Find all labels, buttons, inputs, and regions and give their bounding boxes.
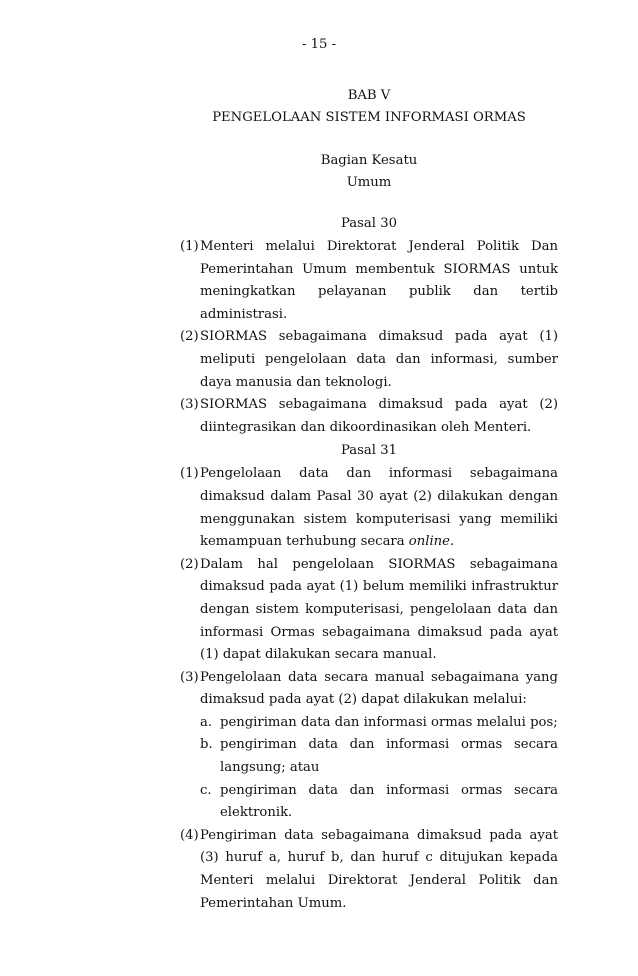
huruf-item-a [200, 712, 558, 735]
ayat-text: Pengelolaan data secara manual sebagaimana yang dimaksud pada ayat (2) dapat dilakukan melalui: [200, 669, 558, 708]
part-heading [180, 150, 558, 194]
ayat-text: SIORMAS sebagaimana dimaksud pada ayat (1) meliputi pengelolaan data dan informasi, sumber daya manusia dan teknologi. [200, 329, 558, 390]
huruf-letter: c. [200, 782, 212, 798]
huruf-letter: b. [200, 737, 213, 753]
pasal-31-ayat-1 [180, 463, 558, 553]
chapter-title: PENGELOLAAN SISTEM INFORMASI ORMAS [212, 110, 526, 125]
pasal-30-title: Pasal 30 [341, 216, 397, 231]
ayat-text-emphasis: online [408, 534, 450, 550]
huruf-item-c [200, 780, 558, 825]
part-label: Bagian Kesatu [320, 153, 418, 168]
chapter-heading [180, 85, 558, 129]
ayat-text: Menteri melalui Direktorat Jenderal Politik Dan Pemerintahan Umum membentuk SIORMAS untuk meningkatkan pelayanan publik dan tertib administrasi. [200, 239, 558, 322]
pasal-31-title: Pasal 31 [341, 443, 397, 459]
ayat-text: SIORMAS sebagaimana dimaksud pada ayat (2) diintegrasikan dan dikoordinasikan oleh Menteri. [200, 397, 558, 435]
huruf-text: pengiriman data dan informasi ormas secara elektronik. [220, 782, 558, 821]
part-title: Umum [346, 175, 392, 190]
ayat-text-main: Pengelolaan data dan informasi sebagaimana dimaksud dalam Pasal 30 ayat (2) dilakukan dengan menggunakan sistem komputerisasi yang memiliki kemampuan terhubung secara [200, 466, 558, 550]
ayat-number: (3) [180, 397, 199, 413]
ayat-text: Dalam hal pengelolaan SIORMAS sebagaimana dimaksud pada ayat (1) belum memiliki infrastruktur dengan sistem komputerisasi, pengelolaan data dan informasi Ormas sebagaimana dimaksud pada ayat (1) dapat dilakukan secara manual. [200, 556, 558, 663]
page-number: - 15 - [301, 37, 337, 52]
pasal-31-ayat-3 [180, 667, 558, 712]
huruf-text: pengiriman data dan informasi ormas secara langsung; atau [220, 737, 558, 776]
pasal-30-ayat-2 [180, 326, 558, 394]
huruf-item-b [200, 734, 558, 779]
ayat-text: Pengiriman data sebagaimana dimaksud pada ayat (3) huruf a, huruf b, dan huruf c ditujukan kepada Menteri melalui Direktorat Jenderal Politik dan Pemerintahan Umum. [200, 827, 558, 911]
ayat-number: (4) [180, 827, 199, 843]
huruf-letter: a. [200, 714, 213, 730]
pasal-30-ayat-1 [180, 236, 558, 326]
ayat-text [200, 463, 558, 553]
chapter-label: BAB V [347, 88, 391, 103]
ayat-number: (1) [180, 466, 199, 482]
ayat-number: (1) [180, 239, 199, 254]
ayat-number: (2) [180, 556, 199, 572]
pasal-31-ayat-4 [180, 825, 558, 915]
ayat-number: (2) [180, 329, 199, 345]
document-body [180, 212, 558, 915]
huruf-text: pengiriman data dan informasi ormas melalui pos; [220, 714, 558, 730]
pasal-30-ayat-3 [180, 394, 558, 439]
pasal-31-ayat-2 [180, 554, 558, 667]
ayat-number: (3) [180, 669, 199, 685]
ayat-text-suffix: . [449, 534, 455, 550]
